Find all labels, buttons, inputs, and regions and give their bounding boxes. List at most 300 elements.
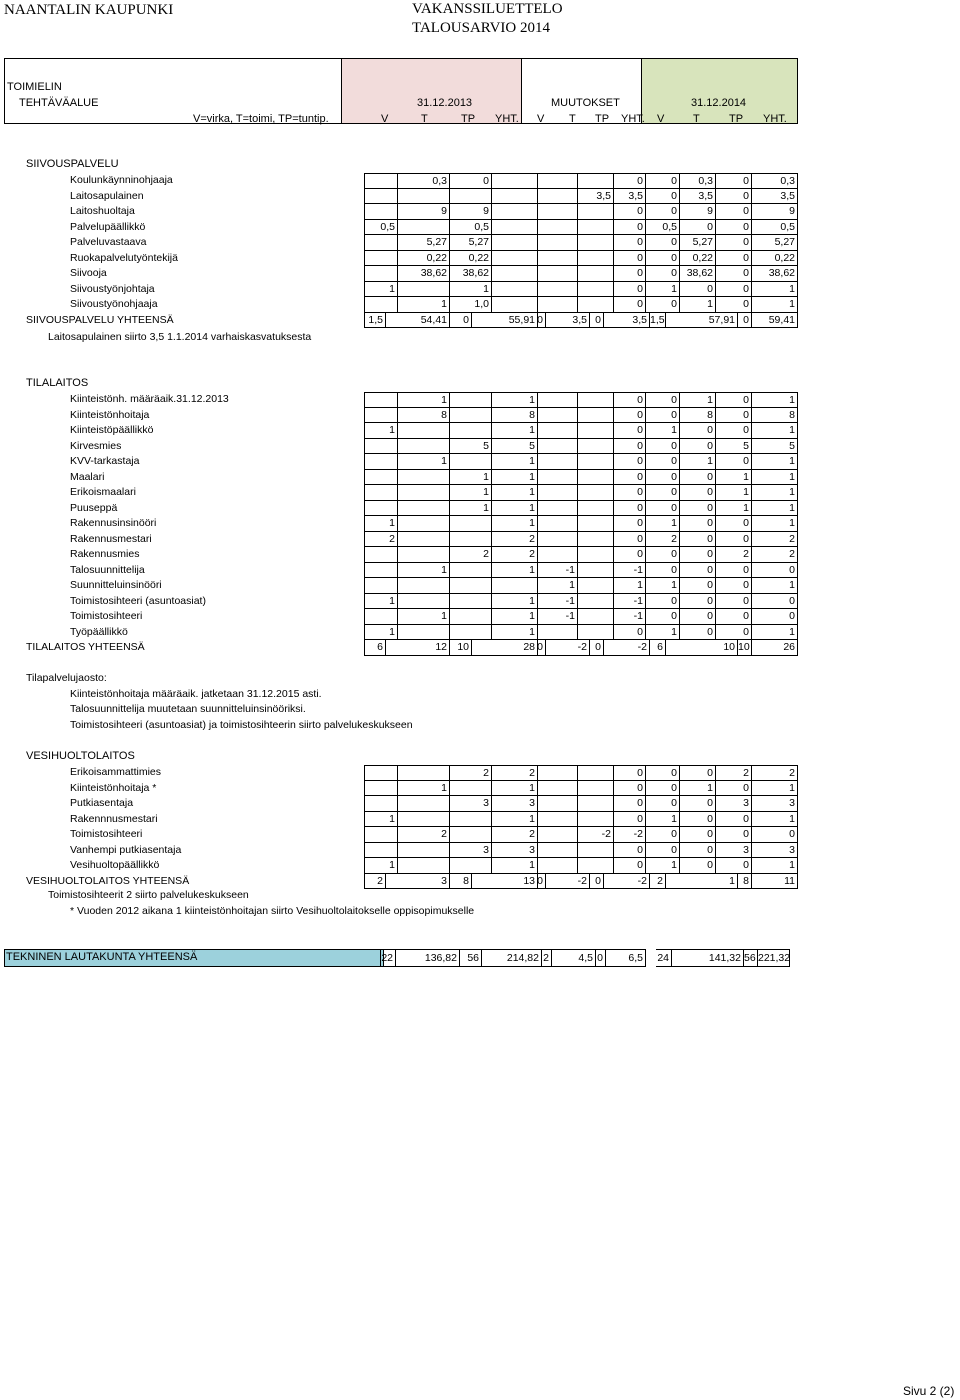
row-cell: 0 <box>646 251 680 267</box>
total-cell: 8 <box>738 874 752 890</box>
row-cell: 2 <box>450 765 492 781</box>
total-cell: 6 <box>364 640 386 656</box>
row-cell <box>578 563 614 579</box>
row-cell <box>538 625 578 641</box>
row-cell <box>450 609 492 625</box>
row-cell <box>538 266 578 282</box>
row-cell <box>538 439 578 455</box>
row-cell <box>450 189 492 205</box>
row-cell: 0 <box>614 796 646 812</box>
row-cell: 2 <box>492 765 538 781</box>
table-row <box>0 594 800 610</box>
sub-column-7: YHT. <box>621 113 645 125</box>
row-cell: 0 <box>716 251 752 267</box>
row-cell: 2 <box>364 532 398 548</box>
total-cell: 2 <box>364 874 386 890</box>
row-cell <box>578 578 614 594</box>
section-note: Kiinteistönhoitaja määräaik. jatketaan 31.12.2015 asti. <box>70 688 322 700</box>
row-cell: 1 <box>492 858 538 874</box>
row-cell: 0 <box>646 547 680 563</box>
row-cell: 1 <box>752 485 798 501</box>
row-cell <box>578 781 614 797</box>
row-cell: 0 <box>646 189 680 205</box>
row-cell: 0 <box>614 625 646 641</box>
grand-total-row <box>4 949 798 967</box>
row-cell: 5 <box>492 439 538 455</box>
row-cell <box>578 408 614 424</box>
row-cell <box>578 470 614 486</box>
row-cell <box>364 547 398 563</box>
row-cell <box>398 485 450 501</box>
row-cell <box>538 408 578 424</box>
row-cell: 0 <box>614 204 646 220</box>
row-cell: 1 <box>752 297 798 313</box>
table-row <box>0 173 800 189</box>
row-cell: 1 <box>450 485 492 501</box>
table-row <box>0 796 800 812</box>
row-cell <box>492 173 538 189</box>
table-row <box>0 843 800 859</box>
table-row <box>0 578 800 594</box>
row-cell <box>364 563 398 579</box>
row-cell <box>398 282 450 298</box>
row-cell <box>364 843 398 859</box>
row-cell: 0 <box>646 843 680 859</box>
row-cell: -2 <box>578 827 614 843</box>
row-cell <box>538 812 578 828</box>
row-cell <box>538 501 578 517</box>
grand-total-cell: 4,5 <box>552 949 596 967</box>
row-cell: 0 <box>716 858 752 874</box>
grand-total-cell: 56 <box>460 949 482 967</box>
table-row <box>0 189 800 205</box>
row-label: Puuseppä <box>70 501 118 514</box>
total-cell: -2 <box>604 874 650 890</box>
row-cell: 0 <box>646 827 680 843</box>
row-cell: 8 <box>398 408 450 424</box>
row-cell <box>578 266 614 282</box>
row-cell: 1 <box>398 454 450 470</box>
row-cell: 0 <box>716 532 752 548</box>
row-cell: 0 <box>716 578 752 594</box>
table-row <box>0 266 800 282</box>
row-label: Toimistosihteeri <box>70 610 143 622</box>
row-cell: 0 <box>614 843 646 859</box>
row-cell: 0 <box>716 563 752 579</box>
total-cell: 1 <box>666 874 738 890</box>
row-cell <box>364 454 398 470</box>
sub-column-6: TP <box>595 113 610 125</box>
row-cell: 1 <box>752 812 798 828</box>
tehtavaalue-label: TEHTÄVÄALUE <box>19 97 99 109</box>
row-cell <box>450 781 492 797</box>
row-cell: 0 <box>614 516 646 532</box>
row-cell: 0 <box>614 266 646 282</box>
row-cell: 3 <box>450 843 492 859</box>
row-cell: 0 <box>716 204 752 220</box>
row-cell: 0 <box>680 501 716 517</box>
row-cell <box>538 532 578 548</box>
row-cell: 1 <box>752 470 798 486</box>
row-cell: 0 <box>680 532 716 548</box>
row-cell <box>578 501 614 517</box>
grand-total-cell: 221,32 <box>758 949 790 967</box>
row-label: Siivooja <box>70 267 107 279</box>
row-cell: 2 <box>492 532 538 548</box>
row-cell <box>450 408 492 424</box>
row-cell: 0 <box>614 470 646 486</box>
row-cell <box>538 235 578 251</box>
row-label: Toimistosihteeri (asuntoasiat) <box>70 594 206 607</box>
row-label: KVV-tarkastaja <box>70 455 140 467</box>
row-cell: 0 <box>680 843 716 859</box>
row-cell: 0 <box>646 266 680 282</box>
row-label: Rakennusinsinööri <box>70 517 157 529</box>
row-cell: -1 <box>538 609 578 625</box>
row-cell <box>364 439 398 455</box>
group-changes: MUUTOKSET <box>551 97 620 109</box>
total-cell: -2 <box>546 874 590 890</box>
grand-total-cell: 214,82 <box>482 949 542 967</box>
row-cell <box>364 251 398 267</box>
row-cell <box>538 297 578 313</box>
row-cell: 0 <box>680 812 716 828</box>
row-cell: 1 <box>364 516 398 532</box>
row-label: Siivoustyönohjaaja <box>70 298 158 310</box>
row-cell: 0 <box>716 266 752 282</box>
row-cell <box>578 516 614 532</box>
row-cell <box>492 297 538 313</box>
total-cell: 3,5 <box>604 313 650 329</box>
sub-column-2: TP <box>461 113 476 125</box>
row-cell: 0 <box>646 454 680 470</box>
row-cell: 9 <box>752 204 798 220</box>
row-cell <box>538 796 578 812</box>
row-cell: 0 <box>614 408 646 424</box>
row-cell: 0 <box>752 594 798 610</box>
row-label: Palveluvastaava <box>70 236 147 248</box>
row-cell <box>450 625 492 641</box>
row-cell <box>578 796 614 812</box>
row-cell <box>578 812 614 828</box>
grand-total-cell: 141,32 <box>672 949 744 967</box>
row-cell: 0 <box>716 516 752 532</box>
row-cell: 1 <box>614 578 646 594</box>
row-cell <box>364 235 398 251</box>
document-title <box>412 0 563 38</box>
row-cell: 0 <box>680 594 716 610</box>
row-cell: 0 <box>450 173 492 189</box>
row-cell: 0 <box>716 594 752 610</box>
row-label: Putkiasentaja <box>70 797 134 809</box>
row-label: Suunnitteluinsinööri <box>70 579 162 591</box>
row-cell: 9 <box>450 204 492 220</box>
row-cell <box>450 827 492 843</box>
row-cell <box>364 297 398 313</box>
row-cell <box>578 392 614 408</box>
row-cell: 1 <box>680 297 716 313</box>
row-cell <box>398 516 450 532</box>
table-row <box>0 547 800 563</box>
row-cell: 1 <box>752 282 798 298</box>
row-cell: 1 <box>646 578 680 594</box>
row-cell: 2 <box>716 765 752 781</box>
row-cell <box>492 189 538 205</box>
sub-column-5: T <box>569 113 576 125</box>
row-cell: 5 <box>716 439 752 455</box>
row-cell: 0 <box>646 609 680 625</box>
table-row <box>0 282 800 298</box>
legend-label: V=virka, T=toimi, TP=tuntip. <box>193 113 329 125</box>
row-cell: 0 <box>680 858 716 874</box>
row-cell: 1 <box>492 392 538 408</box>
row-cell <box>364 578 398 594</box>
row-cell <box>538 765 578 781</box>
row-cell: 1 <box>398 563 450 579</box>
row-cell: 0 <box>680 578 716 594</box>
total-cell: 26 <box>752 640 798 656</box>
total-cell: 6 <box>650 640 666 656</box>
table-row <box>0 485 800 501</box>
total-cell: 2 <box>650 874 666 890</box>
total-cell: 55,91 <box>472 313 538 329</box>
row-cell: 0 <box>716 297 752 313</box>
row-cell <box>398 501 450 517</box>
row-cell <box>538 547 578 563</box>
row-cell <box>364 781 398 797</box>
row-label: Kiinteistönhoitaja <box>70 408 150 421</box>
sub-column-0: V <box>381 113 389 125</box>
total-cell: 12 <box>386 640 450 656</box>
total-cell: 10 <box>666 640 738 656</box>
row-cell <box>398 439 450 455</box>
row-cell: -1 <box>538 563 578 579</box>
row-cell: 38,62 <box>450 266 492 282</box>
row-cell <box>364 173 398 189</box>
row-cell: -1 <box>614 594 646 610</box>
row-label: Laitosapulainen <box>70 189 144 202</box>
row-cell: 3 <box>450 796 492 812</box>
table-row <box>0 454 800 470</box>
row-cell: 1 <box>716 470 752 486</box>
row-cell: 2 <box>752 547 798 563</box>
toimielin-label: TOIMIELIN <box>7 81 62 93</box>
row-cell: 8 <box>752 408 798 424</box>
row-cell: 1 <box>492 470 538 486</box>
row-cell <box>578 609 614 625</box>
row-cell <box>398 625 450 641</box>
row-cell <box>450 516 492 532</box>
row-cell <box>538 485 578 501</box>
row-cell: 0 <box>680 547 716 563</box>
row-label: Erikoisammattimies <box>70 766 162 778</box>
row-cell: 0 <box>680 282 716 298</box>
total-cell: 59,41 <box>752 313 798 329</box>
row-cell: 1 <box>680 781 716 797</box>
row-label: Rakennusmies <box>70 548 140 560</box>
total-cell: 8 <box>450 874 472 890</box>
row-cell: 1 <box>680 454 716 470</box>
row-cell: 1 <box>450 501 492 517</box>
section-title-vesihuolto: VESIHUOLTOLAITOS <box>26 750 135 762</box>
row-cell <box>398 796 450 812</box>
row-cell: 1 <box>492 501 538 517</box>
row-cell: 5 <box>450 439 492 455</box>
page-number: Sivu 2 (2) <box>903 1384 955 1398</box>
row-cell: 3,5 <box>614 189 646 205</box>
row-cell <box>364 827 398 843</box>
grand-total-cell: 22 <box>380 949 396 967</box>
row-cell: 0 <box>680 423 716 439</box>
row-cell: -1 <box>538 594 578 610</box>
row-cell <box>578 204 614 220</box>
row-cell: 3,5 <box>680 189 716 205</box>
row-label: Maalari <box>70 470 105 483</box>
table-row <box>0 408 800 424</box>
row-cell: 0 <box>614 220 646 236</box>
row-cell: 0 <box>716 812 752 828</box>
row-label: Laitoshuoltaja <box>70 205 135 217</box>
table-row <box>0 439 800 455</box>
row-cell: 1 <box>492 423 538 439</box>
title: VAKANSSILUETTELO <box>412 1 563 17</box>
row-cell: 1 <box>364 423 398 439</box>
table-row <box>0 532 800 548</box>
row-cell <box>538 282 578 298</box>
row-cell: 1 <box>752 392 798 408</box>
row-cell <box>578 297 614 313</box>
row-cell: 3 <box>752 796 798 812</box>
grand-total-label: TEKNINEN LAUTAKUNTA YHTEENSÄ <box>6 951 198 963</box>
row-cell: 1 <box>364 594 398 610</box>
row-cell: 0 <box>716 423 752 439</box>
row-cell <box>364 765 398 781</box>
row-cell: 0 <box>614 282 646 298</box>
row-cell: 1 <box>398 392 450 408</box>
row-cell: 0 <box>614 532 646 548</box>
total-cell: 0 <box>532 874 546 890</box>
sub-column-10: TP <box>729 113 744 125</box>
row-cell: 0 <box>614 297 646 313</box>
row-cell <box>398 547 450 563</box>
row-cell: 1 <box>492 485 538 501</box>
sheet-header <box>0 0 960 52</box>
row-cell: 0 <box>614 501 646 517</box>
row-label: Vanhempi putkiasentaja <box>70 843 182 856</box>
total-cell: 13 <box>472 874 538 890</box>
row-cell <box>398 843 450 859</box>
row-cell: 1 <box>752 501 798 517</box>
row-cell: 2 <box>752 532 798 548</box>
sub-column-8: V <box>657 113 665 125</box>
row-cell: 0,5 <box>646 220 680 236</box>
row-cell <box>398 812 450 828</box>
row-cell: 1 <box>398 781 450 797</box>
row-cell: -1 <box>614 563 646 579</box>
row-cell: 0 <box>614 765 646 781</box>
row-cell <box>450 858 492 874</box>
group-2013: 31.12.2013 <box>417 97 473 109</box>
row-cell: 0 <box>646 765 680 781</box>
row-cell: 0,3 <box>680 173 716 189</box>
row-cell: 2 <box>716 547 752 563</box>
row-cell <box>578 282 614 298</box>
row-cell: 0 <box>614 173 646 189</box>
row-cell: 38,62 <box>752 266 798 282</box>
row-cell: 1 <box>646 516 680 532</box>
table-row <box>0 781 800 797</box>
row-cell <box>538 189 578 205</box>
sub-column-1: T <box>421 113 428 125</box>
row-cell: 3 <box>492 843 538 859</box>
row-cell: 1 <box>646 858 680 874</box>
row-cell: 0 <box>646 781 680 797</box>
row-label: Rakennusmestari <box>70 532 152 545</box>
row-cell: 1 <box>646 625 680 641</box>
row-cell <box>492 235 538 251</box>
table-row <box>0 423 800 439</box>
row-cell <box>538 516 578 532</box>
row-cell: 1 <box>364 812 398 828</box>
row-cell: 1 <box>752 578 798 594</box>
row-cell: 1 <box>752 423 798 439</box>
row-cell: 1 <box>716 501 752 517</box>
row-cell <box>538 843 578 859</box>
row-cell: 0 <box>680 470 716 486</box>
row-cell: 1 <box>752 625 798 641</box>
row-cell: 1 <box>364 858 398 874</box>
row-cell: 2 <box>492 827 538 843</box>
row-cell: 1 <box>398 297 450 313</box>
row-cell: 0 <box>646 204 680 220</box>
row-cell: 2 <box>398 827 450 843</box>
row-cell <box>450 392 492 408</box>
row-cell: 0 <box>646 408 680 424</box>
row-cell: 1 <box>364 282 398 298</box>
total-cell: 0 <box>450 313 472 329</box>
row-cell <box>364 266 398 282</box>
table-row <box>0 563 800 579</box>
table-row <box>0 501 800 517</box>
total-cell: 0 <box>590 874 604 890</box>
row-cell <box>364 470 398 486</box>
row-cell: 0,5 <box>364 220 398 236</box>
row-cell: 9 <box>680 204 716 220</box>
column-header <box>4 58 798 124</box>
row-cell: 0 <box>646 439 680 455</box>
subtitle: TALOUSARVIO 2014 <box>412 20 551 36</box>
row-cell: 0 <box>680 516 716 532</box>
row-cell <box>398 858 450 874</box>
row-cell: 1 <box>680 392 716 408</box>
row-cell: 1 <box>752 858 798 874</box>
grand-total-cell: 136,82 <box>396 949 460 967</box>
row-cell: 0 <box>716 220 752 236</box>
row-cell: 2 <box>646 532 680 548</box>
row-cell <box>450 594 492 610</box>
row-cell <box>538 392 578 408</box>
row-cell <box>364 796 398 812</box>
row-label: Palvelupäällikkö <box>70 220 146 233</box>
row-cell <box>538 454 578 470</box>
grand-total-cell: 6,5 <box>606 949 646 967</box>
table-row <box>0 609 800 625</box>
row-cell: -1 <box>614 609 646 625</box>
row-label: Toimistosihteeri <box>70 828 143 840</box>
row-cell: 1 <box>646 812 680 828</box>
row-cell: 0,3 <box>398 173 450 189</box>
row-cell: 1 <box>646 282 680 298</box>
